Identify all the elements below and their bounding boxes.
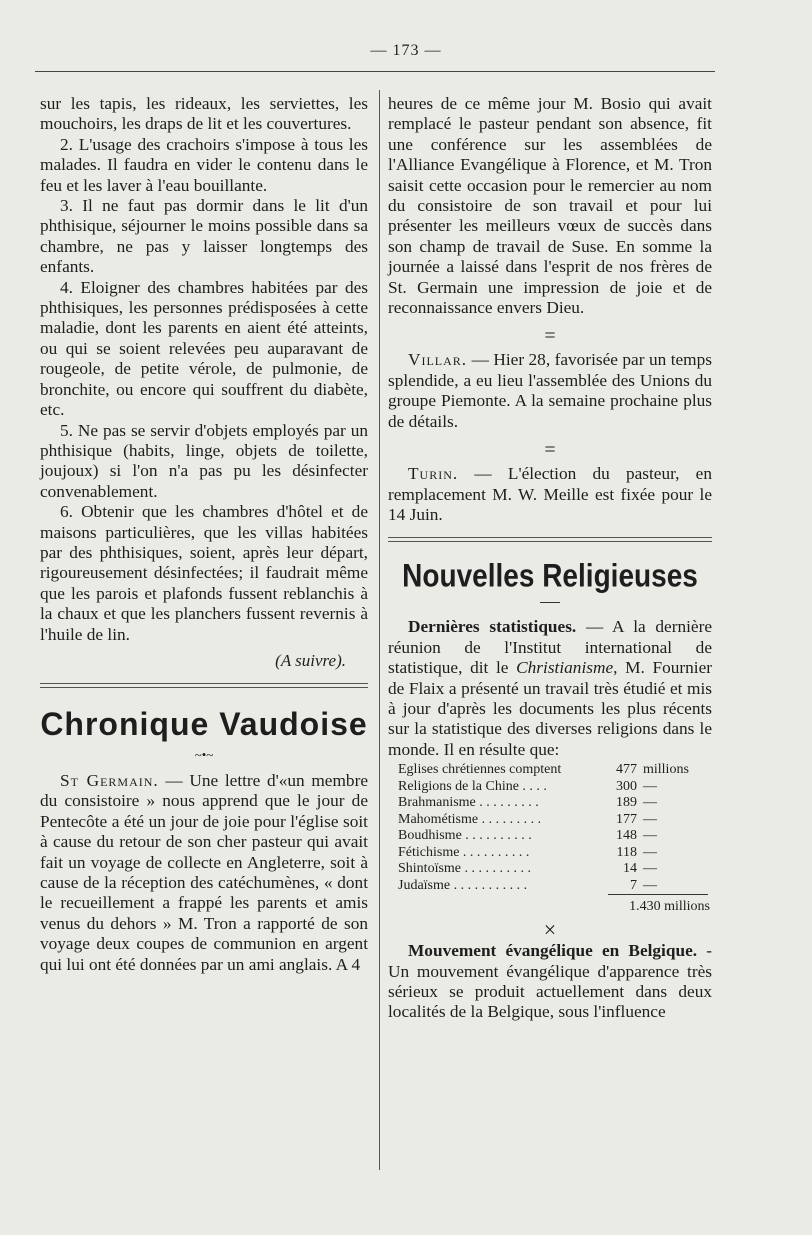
stats-row-unit: — bbox=[643, 828, 657, 844]
place-label-villar: Villar. bbox=[408, 350, 468, 370]
separator-1: = bbox=[544, 325, 556, 348]
stats-row-unit: — bbox=[643, 811, 657, 827]
stats-row-unit: — bbox=[643, 844, 657, 860]
stats-row-label: Boudhisme . . . . . . . . . . bbox=[398, 828, 532, 844]
section-title-chronique: Chronique Vaudoise bbox=[40, 705, 368, 742]
mouvement-label: Mouvement évangélique en Belgique. bbox=[408, 941, 698, 961]
stats-row-label: Judaïsme . . . . . . . . . . . bbox=[398, 877, 528, 893]
stats-row-label: Shintoïsme . . . . . . . . . . bbox=[398, 861, 532, 877]
stats-row bbox=[398, 878, 705, 895]
section-rule bbox=[40, 683, 368, 688]
stats-row-value: 7 bbox=[630, 877, 637, 893]
top-rule bbox=[35, 71, 715, 72]
stats-row-value: 189 bbox=[616, 795, 637, 811]
stats-row-unit: — bbox=[643, 877, 657, 893]
stats-text-a: — A la dernière réunion de l'Institut international de statistique, dit le bbox=[388, 617, 712, 678]
article-text-villar: — Hier 28, favorisée par un temps splendide, a eu lieu l'assemblée des Unions du groupe Piemonte. A la semaine prochaine plus de détails. bbox=[388, 350, 712, 431]
article-turin bbox=[388, 464, 712, 525]
stats-row bbox=[398, 861, 705, 878]
stats-row bbox=[398, 795, 705, 812]
stats-row-value: 148 bbox=[616, 828, 637, 844]
stats-row bbox=[398, 845, 705, 862]
paragraph-2: 2. L'usage des crachoirs s'impose à tous les malades. Il faudra en vider le contenu dans le feu et les laver à l'eau bouillante. bbox=[40, 134, 368, 195]
stats-total: 1.430 millions bbox=[629, 899, 710, 915]
paragraph-1: sur les tapis, les rideaux, les serviettes, les mouchoirs, les draps de lit et les couvertures. bbox=[40, 94, 368, 134]
stats-body bbox=[398, 762, 705, 894]
stats-row-label: Mahométisme . . . . . . . . . bbox=[398, 811, 542, 827]
ornament: ~•~ bbox=[194, 746, 214, 762]
paragraph-6: 6. Obtenir que les chambres d'hôtel et de maisons particulières, que les villas habitées par des phthisiques, soient, après leur départ, rigoureusement désinfectées; il faudrait même que les parois et plafonds fussent reblanchis à la chaux et que les planchers fussent revernis à l'huile de lin. bbox=[40, 502, 368, 644]
right-column bbox=[388, 94, 712, 1023]
column-separator bbox=[379, 90, 380, 1170]
stats-row-unit: millions bbox=[643, 762, 689, 778]
article-text-turin: — L'élection du pasteur, en remplacement M. W. Meille est fixée pour le 14 Juin. bbox=[388, 464, 712, 524]
article-text-st-germain: — Une lettre d'«un membre du consistoire » nous apprend que le jour de Pentecôte a été un jour de joie pour l'église soit à cause du retour de son cher pasteur qui avait fait un voyage de collecte en Angleterre, soit à cause de la réception des catéchumènes, « dont le recueillement a frappé les parents et amis venus du dehors » M. Tron a rapporté de son voyage deux coupes de communion en argent qui lui ont été données par un ami anglais. A 4 bbox=[40, 770, 368, 974]
stats-row bbox=[398, 762, 705, 779]
total-rule bbox=[608, 894, 708, 895]
stats-row-value: 14 bbox=[623, 861, 637, 877]
stats-row-unit: — bbox=[643, 861, 657, 877]
article-villar bbox=[388, 350, 712, 432]
stats-row-value: 177 bbox=[616, 811, 637, 827]
stats-label: Dernières statistiques. bbox=[408, 617, 577, 637]
stats-row-label: Fétichisme . . . . . . . . . . bbox=[398, 844, 530, 860]
paragraph-4: 4. Eloigner des chambres habitées par des phthisiques, les personnes prédisposées à cette maladie, dont les parents en aient été atteints, ou qui se soient relevées peu auparavant de rougeole, de petite vérole, de pulmonie, de bronchite, ou encore qui souffrent du diabète, etc. bbox=[40, 277, 368, 420]
section-rule-right bbox=[388, 537, 712, 542]
stats-text-b: , M. Fournier de Flaix a présenté un travail très étudié et mis à jour d'après les documents les plus récents sur la statistique des diverses religions dans le monde. Il en résulte que: bbox=[388, 658, 712, 759]
article-statistiques bbox=[388, 617, 712, 760]
cross-separator: × bbox=[543, 917, 557, 943]
to-be-continued: (A suivre). bbox=[275, 650, 346, 670]
place-label-st-germain: St Germain. bbox=[60, 770, 159, 790]
separator-2: = bbox=[544, 439, 556, 462]
article-st-germain bbox=[40, 771, 368, 975]
paragraph-3: 3. Il ne faut pas dormir dans le lit d'un phthisique, séjourner le moins possible dans sa chambre, ne pas y laisser longtemps des enfants. bbox=[40, 196, 368, 277]
page-number: — 173 — bbox=[370, 42, 442, 59]
section-title-nouvelles: Nouvelles Religieuses bbox=[402, 557, 698, 594]
stats-row bbox=[398, 812, 705, 829]
religion-statistics-table bbox=[398, 762, 705, 894]
stats-row-unit: — bbox=[643, 778, 657, 794]
journal-name: Christianisme bbox=[516, 658, 614, 678]
stats-row-value: 477 bbox=[616, 762, 637, 778]
stats-row bbox=[398, 828, 705, 845]
place-label-turin: Turin. bbox=[408, 464, 459, 484]
left-column bbox=[40, 94, 368, 975]
article-mouvement bbox=[388, 941, 712, 1023]
short-rule bbox=[540, 602, 560, 603]
stats-row-label: Religions de la Chine . . . . bbox=[398, 778, 547, 794]
stats-row-value: 300 bbox=[616, 778, 637, 794]
mouvement-text: - Un mouvement évangélique d'apparence très sérieux se produit actuellement dans deux localités de la Belgique, sous l'influence bbox=[388, 941, 712, 1022]
article-continuation: heures de ce même jour M. Bosio qui avait remplacé le pasteur pendant son absence, fit une conférence sur les assemblées de l'Alliance Evangélique à Florence, et M. Tron saisit cette occasion pour le remercier au nom du consistoire de son travail et pour lui présenter les meilleurs vœux de succès dans son champ de travail de Suse. En somme la journée a laissé dans l'esprit de nos frères de St. Germain une impression de joie et de reconnaissance envers Dieu. bbox=[388, 94, 712, 318]
paragraph-5: 5. Ne pas se servir d'objets employés par un phthisique (habits, linge, objets de toilette, joujoux) si l'on n'a pas pu les désinfecter convenablement. bbox=[40, 420, 368, 501]
stats-row-value: 118 bbox=[616, 844, 637, 860]
stats-row-label: Brahmanisme . . . . . . . . . bbox=[398, 795, 539, 811]
stats-row bbox=[398, 779, 705, 796]
stats-row-unit: — bbox=[643, 795, 657, 811]
stats-row-label: Eglises chrétiennes comptent bbox=[398, 762, 562, 778]
